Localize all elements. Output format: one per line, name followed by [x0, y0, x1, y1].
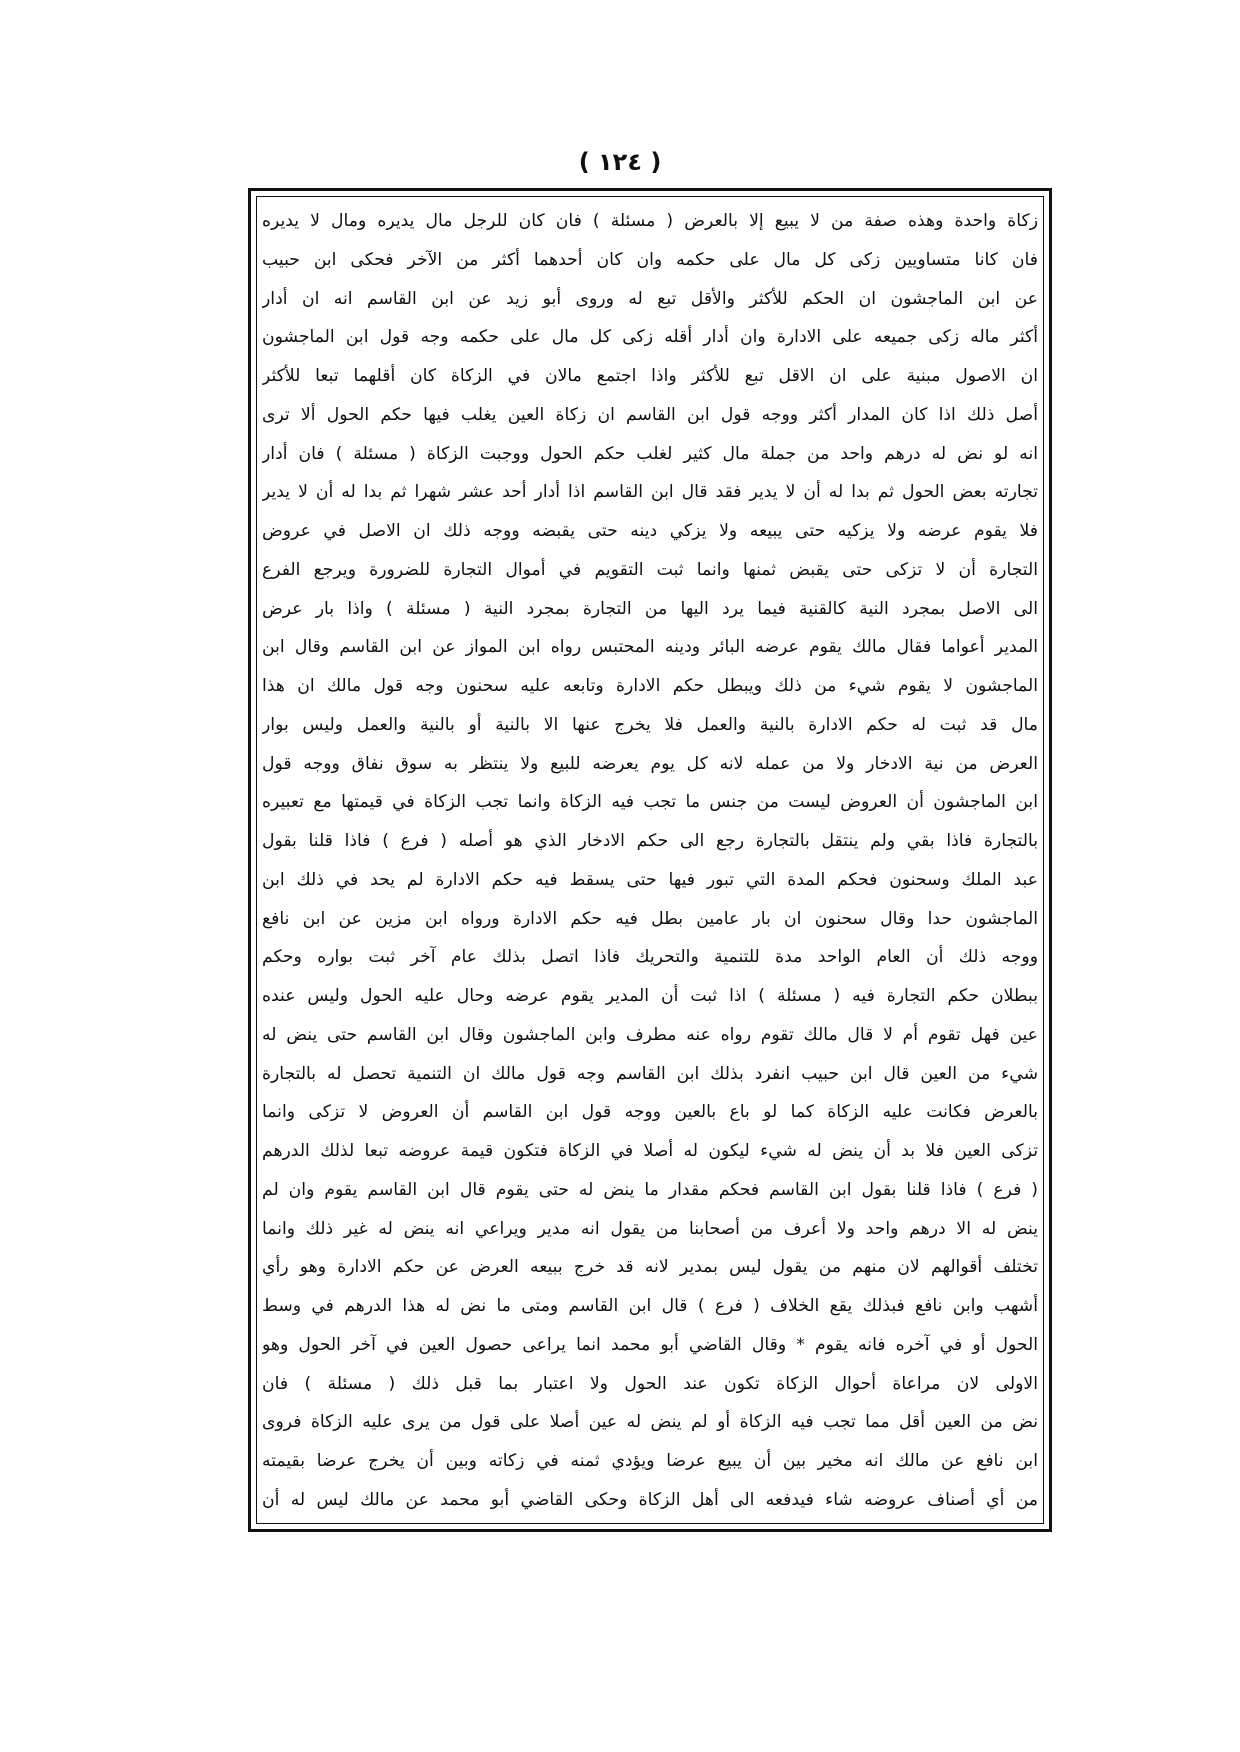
text-line: أصل ذلك اذا كان المدار أكثر ووجه قول ابن القاسم ان زكاة العين يغلب فيها حكم الحول ألا ترى: [262, 404, 1038, 425]
text-line: أشهب وابن نافع فبذلك يقع الخلاف ( فرع ) قال ابن القاسم ومتى ما نض له هذا الدرهم في وسط: [262, 1296, 1038, 1316]
text-line: ابن نافع عن مالك انه مخير بين أن يبيع عرضا ويؤدي ثمنه في زكاته وبين أن يخرج عرضا بقيمته: [262, 1451, 1038, 1471]
text-line: ووجه ذلك أن العام الواحد مدة للتنمية والتحريك فاذا اتصل بذلك عام آخر ثبت بواره وحكم: [262, 947, 1038, 968]
text-line: تختلف أقوالهم لان منهم من يقول ليس بمدير لانه قد خرج ببيعه العرض عن حكم الادارة وهو رأي: [262, 1257, 1038, 1278]
text-line: تجارته بعض الحول ثم بدا له أن لا يدير فقد قال ابن القاسم اذا أدار أحد عشر شهرا ثم بدا له أن لا يدير: [262, 482, 1038, 503]
text-line: زكاة واحدة وهذه صفة من لا يبيع إلا بالعرض ( مسئلة ) فان كان للرجل مال يديره ومال لا يديره: [262, 211, 1038, 231]
text-line: الاولى لان مراعاة أحوال الزكاة تكون عند الحول ولا اعتبار بما قبل ذلك ( مسئلة ) فان: [262, 1373, 1038, 1394]
text-line: بالعرض فكانت عليه الزكاة كما لو باع بالعين ووجه قول ابن القاسم أن العروض لا تزكى وانما: [262, 1102, 1038, 1123]
text-line: الى الاصل بمجرد النية كالقنية فيما يرد اليها من التجارة بمجرد النية ( مسئلة ) واذا بار عرض: [262, 598, 1038, 619]
text-line: الحول أو في آخره فانه يقوم * وقال القاضي أبو محمد انما يراعى حصول العين في آخر الحول وهو: [262, 1334, 1038, 1355]
text-line: ابن الماجشون أن العروض ليست من جنس ما تجب فيه الزكاة وانما تجب الزكاة في قيمتها مع تعبيره: [262, 792, 1038, 813]
text-line: فان كانا متساويين زكى كل مال على حكمه وان كان أحدهما أكثر من الآخر فحكى ابن حبيب: [262, 249, 1038, 270]
text-line: التجارة أن لا تزكى حتى يقبض ثمنها وانما ثبت التقويم في أموال التجارة للضرورة ويرجع الفرع: [262, 559, 1038, 580]
text-line: مال قد ثبت له حكم الادارة بالنية والعمل فلا يخرج عنها الا بالنية أو بالنية والعمل وليس بوار: [262, 714, 1038, 735]
main-text-block: [262, 202, 1038, 1520]
text-line: ان الاصول مبنية على ان الاقل تبع للأكثر واذا اجتمع مالان في الزكاة كان أقلهما تبعا للأكثر: [262, 366, 1038, 386]
text-line: انه لو نض له درهم واحد من جملة مال كثير لغلب حكم الحول ووجبت الزكاة ( مسئلة ) فان أدار: [262, 443, 1038, 464]
text-line: أكثر ماله زكى جميعه على الادارة وان أدار أقله زكى كل مال على حكمه وجه قول ابن الماجشون: [262, 327, 1038, 348]
text-line: عين فهل تقوم أم لا قال مالك تقوم رواه عنه مطرف وابن الماجشون وقال ابن القاسم حتى ينض له: [262, 1024, 1038, 1045]
text-line: ( فرع ) فاذا قلنا بقول ابن القاسم فحكم مقدار ما ينض له حتى يقوم قال ابن القاسم يقوم وان لم: [262, 1179, 1038, 1200]
text-line: الماجشون حدا وقال سحنون ان بار عامين بطل فيه حكم الادارة ورواه ابن مزين عن ابن نافع: [262, 908, 1038, 929]
text-line: عبد الملك وسحنون فحكم المدة التي تبور فيها حتى يسقط فيه حكم الادارة لم يحد في ذلك ابن: [262, 869, 1038, 890]
page-number: ( ١٢٤ ): [578, 148, 662, 176]
text-line: شيء من العين قال ابن حبيب انفرد بذلك ابن القاسم وجه قول مالك ان التنمية تحصل له بالتجارة: [262, 1063, 1038, 1084]
text-line: من أي أصناف عروضه شاء فيدفعه الى أهل الزكاة وحكى القاضي أبو محمد عن مالك ليس له أن: [262, 1489, 1038, 1510]
text-line: عن ابن الماجشون ان الحكم للأكثر والأقل تبع له وروى أبو زيد عن ابن القاسم انه ان أدار: [262, 288, 1038, 309]
text-line: العرض من نية الادخار ولا من عمله لانه كل يوم يعرضه للبيع ولا ينتظر به سوق نفاق ووجه قول: [262, 753, 1038, 774]
text-line: بالتجارة فاذا بقي ولم ينتقل بالتجارة رجع الى حكم الادخار الذي هو أصله ( فرع ) فاذا قلنا بقول: [262, 831, 1038, 851]
text-line: ينض له الا درهم واحد ولا أعرف من أصحابنا من يقول انه مدير ويراعي انه ينض له غير ذلك وانما: [262, 1218, 1038, 1239]
text-line: فلا يقوم عرضه ولا يزكيه حتى يبيعه ولا يزكي دينه حتى يقبضه ووجه ذلك ان الاصل في عروض: [262, 521, 1038, 541]
text-line: المدير أعواما فقال مالك يقوم عرضه البائر ودينه المحتبس رواه ابن المواز عن ابن القاسم وقال ابن: [262, 637, 1038, 658]
text-line: تزكى العين فلا بد أن ينض له شيء ليكون له أصلا في الزكاة فتكون قيمة عروضه تبعا لذلك الدرهم: [262, 1141, 1038, 1161]
text-line: الماجشون لا يقوم شيء من ذلك ويبطل حكم الادارة وتابعه عليه سحنون وجه قول مالك ان هذا: [262, 676, 1038, 696]
text-line: نض من العين أقل مما تجب فيه الزكاة أو لم ينض له عين أصلا على قول من يرى عليه الزكاة فروى: [262, 1412, 1038, 1433]
text-line: ببطلان حكم التجارة فيه ( مسئلة ) اذا ثبت أن المدير يقوم عرضه وحال عليه الحول وليس عنده: [262, 986, 1038, 1006]
